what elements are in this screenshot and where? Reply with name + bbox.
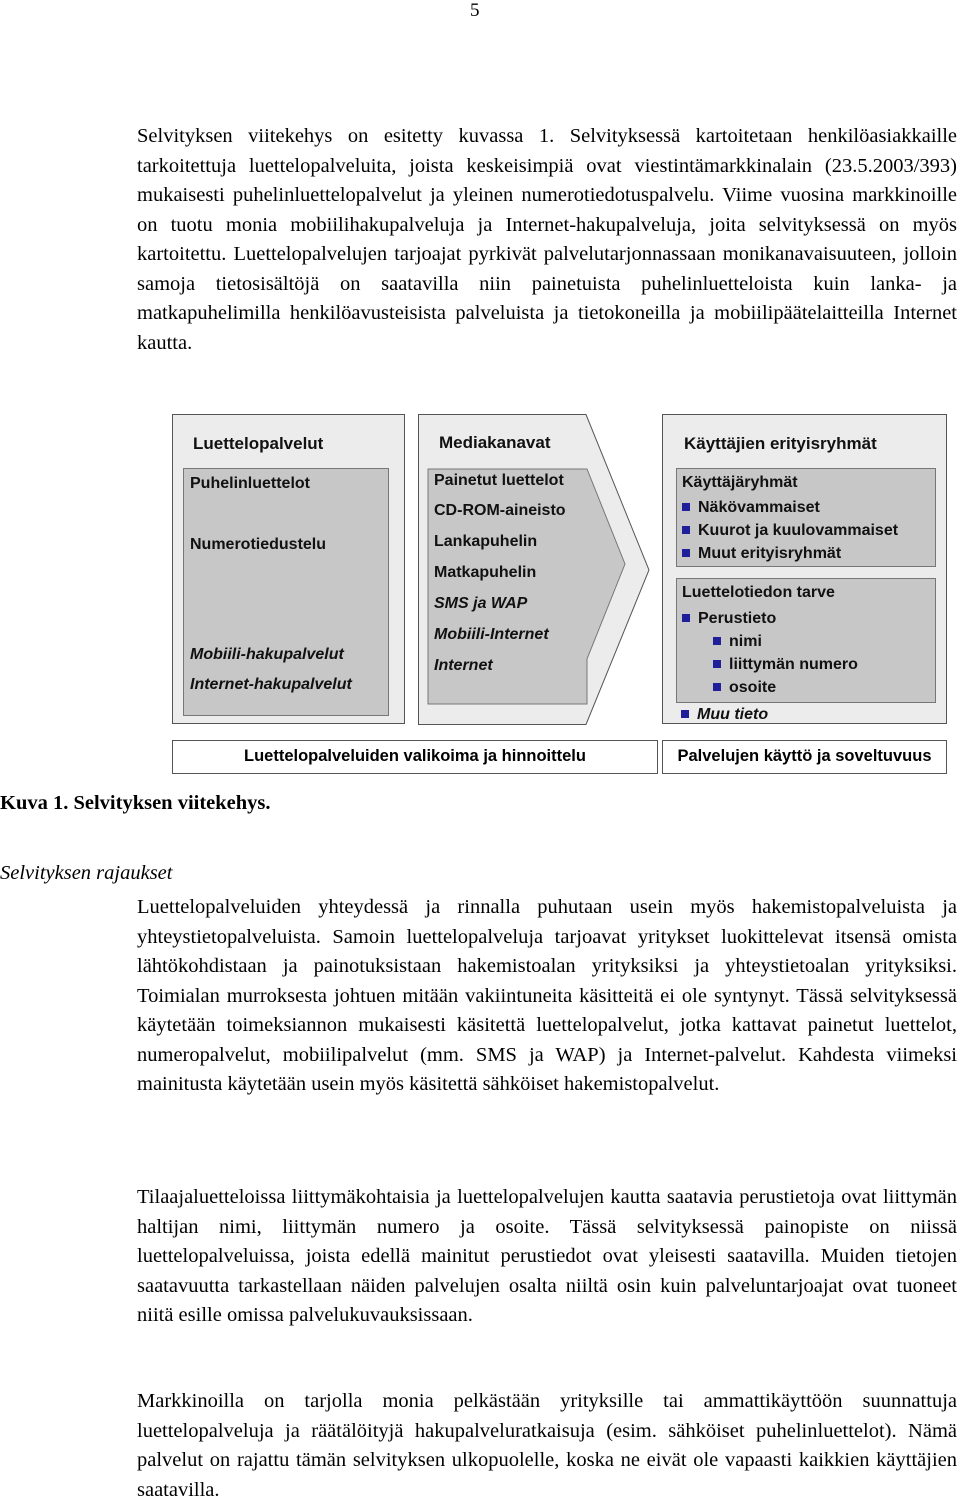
item-mobiili-hakupalvelut: Mobiili-hakupalvelut [190,646,344,663]
bullet-icon [713,637,721,645]
intro-paragraph: Selvityksen viitekehys on esitetty kuvassa 1. Selvityksessä kartoitetaan henkilöasiakkaille tarkoitettuja luettelopalveluita, joista keskeisimpiä ovat viestintämarkkinalain (23.5.2003/393) mukaisesti puhelinluettelopalvelut ja yleinen numerotiedotuspalvelu. Viime vuosina markkinoille on tuotu monia mobiilihakupalveluja ja Internet-hakupalveluja, joita selvityksessä on myös kartoitettu. Luettelopalvelujen tarjoajat pyrkivät palvelutarjonnassaan monikanavaisuuteen, jolloin samoja tietosisältöjä on saatavilla niin painetuista puhelinluetteloista kuin lanka- ja matkapuhelimilla henkilöavusteisista palveluista ja tietokoneilla ja mobiilipäätelaitteilla Internet kautta. [137,125,957,354]
bullet-icon [682,614,690,622]
services-box [183,468,389,716]
item-cd-rom: CD-ROM-aineisto [434,502,566,519]
market-paragraph: Markkinoilla on tarjolla monia pelkästään yrityksille tai ammattikäyttöön suunnattuja luettelopalveluja ja räätälöityjä hakupalveluratkaisuja (esim. sähköiset puhelinluettelot). Nämä palvelut on rajattu tämän selvityksen ulkopuolelle, koska ne eivät ole vapaasti kaikkien käyttäjien saatavilla. [137,1390,957,1501]
group-title: Käyttäjäryhmät [682,474,798,491]
item-nimi [713,633,762,651]
panel-title: Mediakanavat [439,433,551,452]
item-label: osoite [729,679,777,696]
panel-title: Käyttäjien erityisryhmät [684,434,877,453]
item-label: Muut erityisryhmät [698,545,842,562]
item-osoite [713,679,776,697]
item-numerotiedustelu: Numerotiedustelu [190,536,327,553]
section-heading: Selvityksen rajaukset [0,862,173,884]
item-sms-wap: SMS ja WAP [434,595,528,612]
item-perustieto [682,610,776,628]
info-need-box [676,578,936,703]
bullet-icon [682,503,690,511]
item-label: Kuurot ja kuulovammaiset [698,522,899,539]
bullet-icon [713,683,721,691]
panel-title: Luettelopalvelut [193,434,324,453]
panel-luettelopalvelut [172,414,405,724]
panel-kayttajien-erityisryhmat [662,414,947,724]
item-internet: Internet [434,657,493,674]
item-label: liittymän numero [729,656,858,673]
bullet-icon [681,710,689,718]
framework-diagram [0,410,960,780]
item-muut-erityisryhmat [682,545,841,563]
item-liittyman-numero [713,656,858,674]
group-title: Luettelotiedon tarve [682,584,835,601]
bullet-icon [713,660,721,668]
bottom-box-selection-pricing: Luettelopalveluiden valikoima ja hinnoittelu [172,740,658,774]
item-label: Perustieto [698,610,777,627]
scope-paragraph: Luettelopalveluiden yhteydessä ja rinnalla puhutaan usein myös hakemistopalveluista ja yhteystietopalveluista. Samoin luettelopalveluja tarjoavat yritykset luokittelevat itsensä omista lähtökohdistaan ja painotuksistaan hakemistoalan yrityksiksi ja yhteystietoalan yrityksiksi. Toimialan murroksesta johtuen mitään vakiintuneita käsitteitä ei ole syntynyt. Tässä selvityksessä käytetään toimeksiannon mukaisesti käsitettä luettelopalvelut, jotka kattavat painetut luettelot, numeropalvelut, mobiilipalvelut (mm. SMS ja WAP) ja Internet-palvelut. Kahdesta viimeksi mainitusta käytetään usein myös käsitettä sähköiset hakemistopalvelut. [137,896,957,1095]
item-kuurot [682,522,898,540]
item-muu-tieto [681,706,768,724]
item-label: nimi [729,633,762,650]
bottom-box-usage-suitability: Palvelujen käyttö ja soveltuvuus [662,740,947,774]
figure-caption: Kuva 1. Selvityksen viitekehys. [0,792,271,814]
item-label: Muu tieto [697,706,769,723]
page-number: 5 [470,0,480,21]
item-matkapuhelin: Matkapuhelin [434,564,537,581]
subscriber-paragraph: Tilaajaluetteloissa liittymäkohtaisia ja luettelopalvelujen kautta saatavia perustietoja ovat liittymän haltijan nimi, liittymän numero ja osoite. Tässä selvityksessä painopiste on niissä luettelopalveluissa, joista edellä mainitut perustiedot ovat yleisesti saatavilla. Muiden tietojen saatavuutta tarkastellaan näiden palvelujen osalta niiltä osin kuin palveluntarjoajat ovat tuoneet niitä esille omissa palvelukuvauksissaan. [137,1186,957,1326]
bullet-icon [682,526,690,534]
user-groups-box [676,468,936,567]
item-lankapuhelin: Lankapuhelin [434,533,538,550]
item-nakovammaiset [682,499,820,517]
item-internet-hakupalvelut: Internet-hakupalvelut [190,676,352,693]
item-mobiili-internet: Mobiili-Internet [434,626,549,643]
item-painetut-luettelot: Painetut luettelot [434,472,564,489]
bullet-icon [682,549,690,557]
item-puhelinluettelot: Puhelinluettelot [190,475,310,492]
item-label: Näkövammaiset [698,499,820,516]
